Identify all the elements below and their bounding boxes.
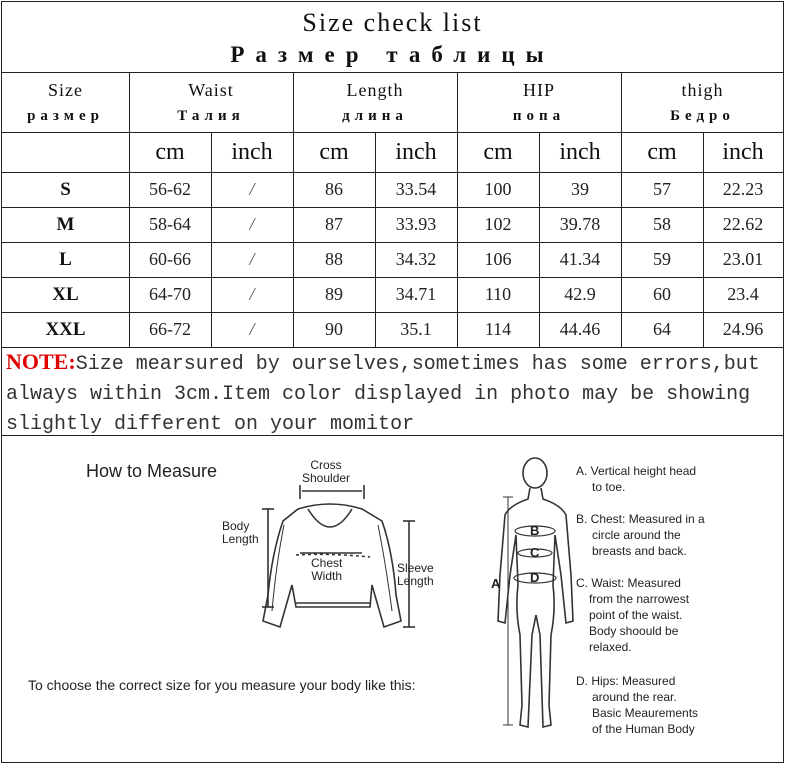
note-label: NOTE: bbox=[6, 349, 76, 374]
table-cell: 64 bbox=[653, 319, 671, 339]
table-cell: 42.9 bbox=[564, 284, 596, 304]
body-label-c: C bbox=[530, 545, 540, 560]
column-header: Waist bbox=[188, 79, 234, 100]
table-cell: 64-70 bbox=[149, 284, 191, 304]
unit-label: cm bbox=[319, 138, 349, 165]
column-header-russian: Бедро bbox=[670, 107, 735, 124]
column-header-russian: Талия bbox=[177, 107, 245, 124]
chest-width-label: Chest Width bbox=[311, 556, 343, 583]
table-cell: / bbox=[249, 284, 255, 304]
unit-label: inch bbox=[722, 138, 764, 165]
table-cell: 60 bbox=[653, 284, 671, 304]
body-label-a: A bbox=[491, 576, 501, 591]
table-cell: / bbox=[249, 179, 255, 199]
table-cell: 56-62 bbox=[149, 179, 191, 199]
how-to-measure-heading: How to Measure bbox=[86, 461, 218, 481]
table-cell: 34.32 bbox=[395, 249, 437, 269]
table-cell: 100 bbox=[484, 179, 512, 199]
table-cell: 106 bbox=[484, 249, 512, 269]
unit-label: cm bbox=[647, 138, 677, 165]
table-cell: 39 bbox=[571, 179, 589, 199]
title-russian: Размер таблицы bbox=[230, 42, 555, 67]
cross-shoulder-label: Cross Shoulder bbox=[302, 458, 351, 485]
table-cell: 23.4 bbox=[727, 284, 759, 304]
column-header: Length bbox=[346, 79, 404, 100]
column-header-russian: размер bbox=[27, 107, 104, 124]
unit-label: inch bbox=[395, 138, 437, 165]
measurement-diagram bbox=[0, 435, 787, 765]
table-cell: 110 bbox=[484, 284, 512, 304]
table-cell: 58 bbox=[653, 214, 671, 234]
measure-step-d: D. Hips: Measured around the rear. Basic Meaurements of the Human Body bbox=[576, 674, 699, 736]
note-text: Size mearsured by ourselves,sometimes has some errors,but always within 3cm.Item color displayed in photo may be showing slightly different on your momitor bbox=[6, 353, 760, 436]
column-header: thigh bbox=[681, 79, 724, 100]
measure-step-a: A. Vertical height head to toe. bbox=[576, 464, 697, 494]
column-header: HIP bbox=[522, 79, 555, 100]
unit-label: inch bbox=[559, 138, 601, 165]
sleeve-length-label: Sleeve Length bbox=[397, 561, 434, 588]
table-cell: / bbox=[249, 319, 255, 339]
table-cell: 88 bbox=[325, 249, 343, 269]
unit-label: inch bbox=[231, 138, 273, 165]
table-cell: 86 bbox=[325, 179, 343, 199]
title-english: Size check list bbox=[302, 8, 483, 37]
table-cell: 35.1 bbox=[400, 319, 432, 339]
table-cell: / bbox=[249, 214, 255, 234]
body-label-d: D bbox=[530, 570, 540, 585]
instruction-text: To choose the correct size for you measure your body like this: bbox=[28, 677, 416, 693]
column-header-russian: попа bbox=[512, 107, 566, 124]
table-cell: 23.01 bbox=[722, 249, 764, 269]
table-cell: 114 bbox=[484, 319, 512, 339]
body-length-label: Body Length bbox=[222, 519, 259, 546]
measure-step-c: C. Waist: Measured from the narrowest point of the waist. Body shoould be relaxed. bbox=[576, 576, 690, 654]
table-cell: 33.93 bbox=[395, 214, 437, 234]
table-cell: 22.62 bbox=[722, 214, 764, 234]
table-cell: 33.54 bbox=[395, 179, 437, 199]
table-cell: 90 bbox=[325, 319, 343, 339]
note bbox=[6, 347, 778, 440]
size-label: XL bbox=[52, 283, 79, 305]
table-cell: 58-64 bbox=[149, 214, 191, 234]
table-cell: 59 bbox=[653, 249, 671, 269]
table-cell: 44.46 bbox=[559, 319, 601, 339]
size-label: S bbox=[60, 178, 71, 200]
table-cell: 41.34 bbox=[559, 249, 601, 269]
body-label-b: B bbox=[530, 523, 540, 538]
size-label: XXL bbox=[45, 318, 86, 340]
table-cell: 87 bbox=[325, 214, 343, 234]
column-header-russian: длина bbox=[342, 107, 408, 124]
size-label: M bbox=[56, 213, 75, 235]
table-cell: 60-66 bbox=[149, 249, 191, 269]
unit-label: cm bbox=[483, 138, 513, 165]
table-cell: 39.78 bbox=[559, 214, 601, 234]
table-cell: 89 bbox=[325, 284, 343, 304]
table-cell: 24.96 bbox=[722, 319, 764, 339]
measure-step-b: B. Chest: Measured in a circle around the breasts and back. bbox=[576, 512, 705, 558]
divider bbox=[2, 72, 783, 73]
table-cell: / bbox=[249, 249, 255, 269]
table-cell: 102 bbox=[484, 214, 512, 234]
column-header: Size bbox=[48, 79, 83, 100]
table-cell: 66-72 bbox=[149, 319, 191, 339]
table-cell: 57 bbox=[653, 179, 671, 199]
size-label: L bbox=[59, 248, 72, 270]
unit-label: cm bbox=[155, 138, 185, 165]
table-cell: 34.71 bbox=[395, 284, 437, 304]
table-cell: 22.23 bbox=[722, 179, 764, 199]
